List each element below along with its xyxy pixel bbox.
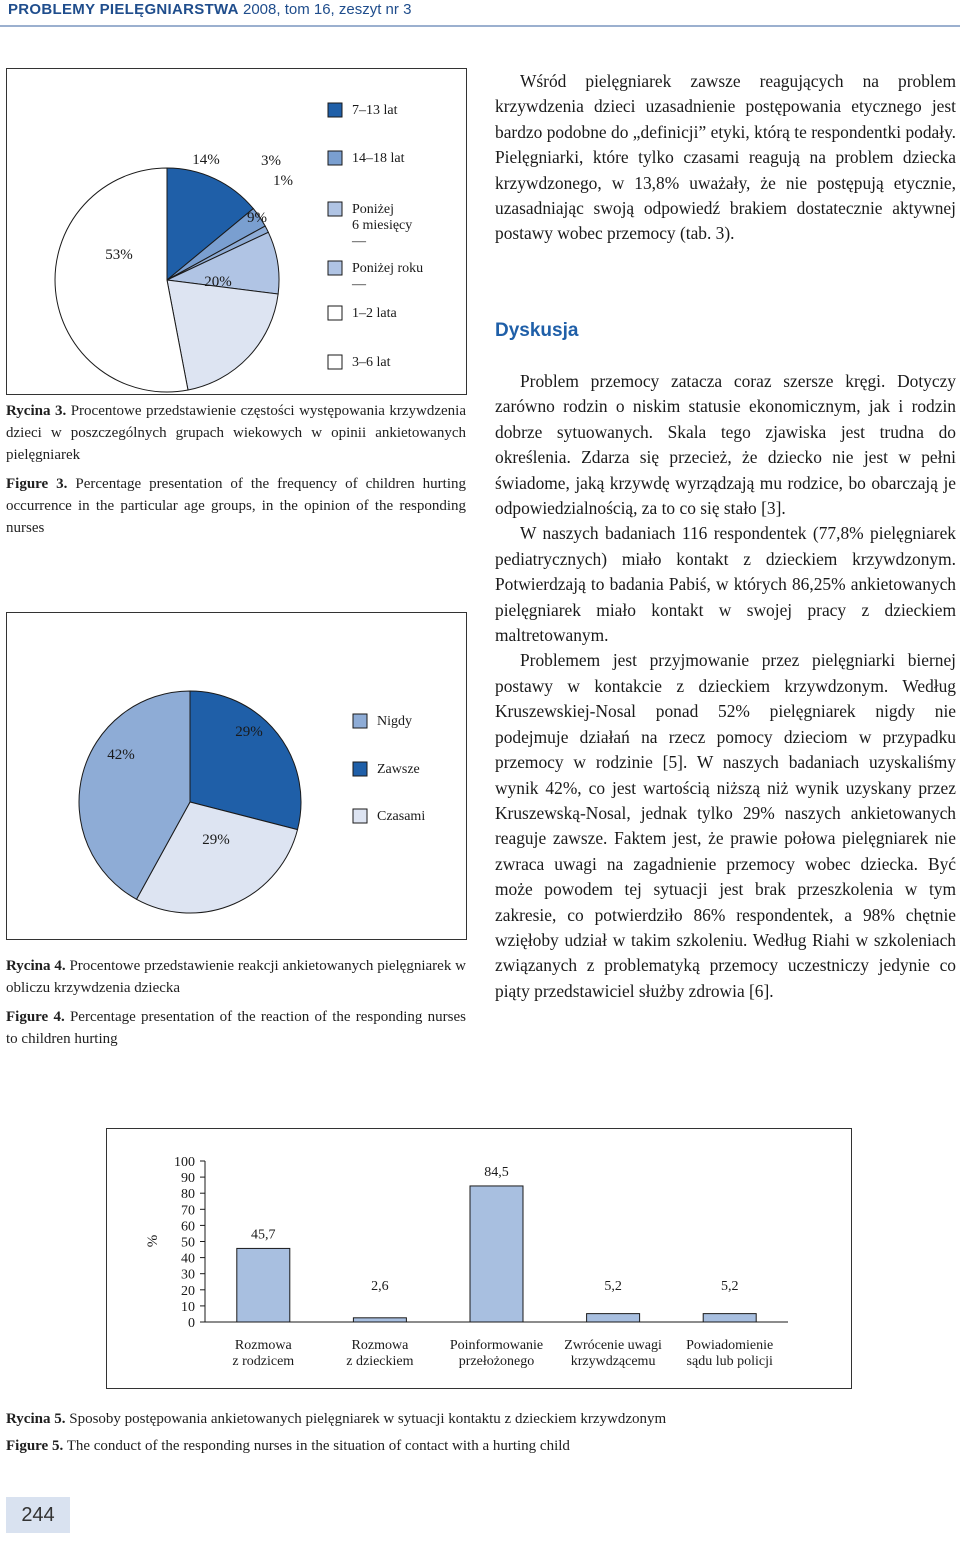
fig5-category-label-3: przełożonego [458,1354,535,1369]
fig4-slice-label-czasami: 29% [202,832,230,848]
fig5-category-label-3: Poinformowanie [449,1338,544,1353]
fig5-y-tick-label: 70 [181,1203,195,1219]
figure4-chart-frame [6,612,467,940]
fig5-bar-value-label-4: 5,2 [604,1279,622,1294]
fig3-slice-label-poni-ej-6-miesi-cy: 1% [273,173,293,189]
figure3-pie-chart [7,69,466,394]
fig5-category-label-2: Rozmowa [351,1338,409,1353]
fig5-y-tick-label: 30 [181,1267,195,1283]
fig5-category-label-5: Powiadomienie [686,1338,774,1353]
figure4-caption-pl-label: Rycina 4. [6,958,66,974]
figure5-caption-en-label: Figure 5. [6,1438,64,1454]
figure4-caption-pl: Procentowe przedstawienie reakcji ankietowanych pielęgniarek w obliczu krzywdzenia dziecka [6,958,466,996]
fig5-bar-value-label-5: 5,2 [720,1279,739,1294]
fig5-y-tick-label: 40 [181,1251,195,1267]
fig3-slice-label-3-6-lat: 53% [105,247,133,263]
fig4-legend-swatch-nigdy [353,714,367,728]
figure3-caption-en-label: Figure 3. [6,476,68,492]
fig3-legend-label-line: 6 miesięcy [352,218,413,233]
figure4-caption [6,955,466,1057]
fig4-legend-label-line: Czasami [377,809,426,824]
body-column-discussion [495,369,956,1004]
paragraph-4: Problemem jest przyjmowanie przez pielęgniarki biernej postawy w kontakcie z dzieckiem krzywdzonym. Według Kruszewskiej-Nosal ponad 52% pielęgniarek nigdy nie podejmuje działań na rzecz pomocy dzieciom w przypadku przemocy w rodzinie [5]. W naszych badaniach uzyskaliśmy wynik 42%, co jest wartością niższą niż wynik uzyskany przez Kruszewską-Nosal, jednak tylko 29% naszych ankietowanych reaguje zawsze. Faktem jest, że prawie połowa pielęgniarek nie zwraca uwagi na zagadnienie przemocy wobec dziecka. Być może powodem tej sytuacji jest brak przeszkolenia w tym zakresie, co potwierdziło 86% respondentek, a 98% chętnie wzięłoby udział w takim szkoleniu. Według Riahi w szkoleniach związanych z problematyką przemocy uczestniczy jedynie co piąty przedstawiciel służby zdrowia [6]. [495,650,956,1001]
fig3-slice-label-14-18-lat: 3% [261,153,281,169]
fig3-legend-label-poni-ej-6-miesi-cy [351,202,412,249]
section-heading-dyskusja: Dyskusja [495,320,579,341]
fig4-legend-label-line: Nigdy [377,714,412,729]
paragraph-1: Wśród pielęgniarek zawsze reagujących na problem krzywdzenia dzieci uzasadnienie postępowania etycznego jest bardzo podobne do „definicji” etyki, którą te respondentki podały. Pielęgniarki, które tylko czasami reagują na problem dziecka krzywdzonego, w 13,8% uważały, że nie postępują etycznie, uzasadniając swoją odpowiedź brakiem dostatecznie aktywnej postawy wobec przemocy (tab. 3). [495,71,956,244]
fig4-legend-label-nigdy [377,714,412,729]
fig5-category-label-4: krzywdzącemu [570,1354,656,1369]
fig4-legend-label-zawsze [377,762,420,777]
fig3-legend-label-line: 7–13 lat [352,103,398,118]
fig3-slice-label-7-13-lat: 14% [192,152,220,168]
fig3-legend-label-line: — [352,277,366,292]
fig5-bar-2 [353,1318,406,1322]
fig3-legend-swatch-3-6-lat [328,355,342,369]
fig3-legend-label-line: 1–2 lata [352,306,397,321]
fig5-y-tick-label: 60 [181,1219,195,1235]
fig3-legend-swatch-poni-ej-6-miesi-cy [328,202,342,216]
fig5-y-tick-label: 50 [181,1235,195,1251]
fig3-legend-label-line: — [352,234,366,249]
fig5-y-tick-label: 90 [181,1171,195,1187]
figure3-chart-frame [6,68,467,395]
fig3-slice-label-poni-ej-roku: 9% [247,210,267,226]
page-number: 244 [6,1497,70,1533]
fig5-category-label-1: z rodzicem [232,1354,295,1369]
fig3-legend-label-poni-ej-roku [351,261,423,292]
fig3-legend-swatch-14-18-lat [328,151,342,165]
fig3-legend-label-7-13-lat [352,103,398,118]
fig3-legend-label-line: Poniżej [352,202,394,217]
paragraph-2: Problem przemocy zatacza coraz szersze kręgi. Dotyczy zarówno rodzin o niskim statusie ekonomicznym, jak i rodzin dobrze sytuowanych. Skala tego zjawiska jest trudna do określenia. Zdarza się przecież, że dziecko nie jest w pełni świadome, jaką krzywdę wyrządzają mu rodzice, bo obarczają je odpowiedzialnością, za to co się stało [3]. [495,371,956,519]
fig5-bar-value-label-2: 2,6 [371,1279,389,1294]
running-head [8,1,411,18]
fig3-slice-label-1-2-lata: 20% [204,274,232,290]
fig3-legend-label-line: Poniżej roku [352,261,424,276]
fig3-legend-swatch-7-13-lat [328,103,342,117]
fig5-y-tick-label: 10 [181,1299,195,1315]
figure3-caption-pl: Procentowe przedstawienie częstości występowania krzywdzenia dzieci w poszczególnych grupach wiekowych w opinii ankietowanych pielęgniarek [6,403,467,463]
fig5-category-label-1: Rozmowa [234,1338,292,1353]
fig5-bar-3 [470,1186,523,1322]
fig5-bar-value-label-3: 84,5 [484,1164,509,1180]
figure5-caption-pl-label: Rycina 5. [6,1411,66,1427]
fig3-legend-swatch-poni-ej-roku [328,261,342,275]
fig4-slice-label-nigdy: 42% [107,747,135,763]
fig4-legend-label-czasami [377,809,425,824]
fig5-y-tick-label: 100 [174,1155,195,1170]
fig5-y-tick-label: 80 [181,1187,195,1203]
fig3-legend-label-3-6-lat [352,355,391,370]
body-column-top [495,69,956,247]
fig3-legend-label-14-18-lat [352,151,405,166]
figure5-chart-frame [106,1128,852,1389]
fig3-legend-label-line: 14–18 lat [352,151,405,166]
fig5-bar-value-label-1: 45,7 [251,1227,276,1243]
figure5-caption-en: The conduct of the responding nurses in the situation of contact with a hurting child [66,1438,570,1454]
fig4-legend-label-line: Zawsze [377,762,420,777]
fig3-legend-label-line: 3–6 lat [352,355,391,370]
figure3-caption [6,400,466,546]
header-rule [0,25,960,27]
figure3-caption-pl-label: Rycina 3. [6,403,67,419]
fig5-y-axis-label: % [145,1234,161,1248]
fig4-legend-swatch-czasami [353,809,367,823]
fig5-bar-5 [703,1314,756,1322]
fig3-legend-swatch-1-2-lata [328,306,342,320]
figure4-pie-chart [7,613,466,939]
figure5-caption-pl: Sposoby postępowania ankietowanych pielęgniarek w sytuacji kontaktu z dzieckiem krzywdzonym [69,1411,667,1427]
fig5-bar-1 [237,1248,290,1322]
figure4-caption-en: Percentage presentation of the reaction of the responding nurses to children hurting [6,1009,466,1047]
figure4-caption-en-label: Figure 4. [6,1009,65,1025]
paragraph-3: W naszych badaniach 116 respondentek (77,8% pielęgniarek pediatrycznych) miało kontakt z dzieckiem krzywdzonym. Potwierdzają to badania Pabiś, w których 86,25% ankietowanych pielęgniarek miało kontakt w swojej pracy z dzieckiem maltretowanym. [495,523,956,646]
journal-issue: 2008, tom 16, zeszyt nr 3 [242,1,412,18]
fig5-y-tick-label: 0 [188,1316,195,1331]
fig5-category-label-2: z dzieckiem [346,1354,414,1369]
figure5-bar-chart [107,1129,851,1388]
fig4-legend-swatch-zawsze [353,762,367,776]
fig4-slice-label-zawsze: 29% [235,724,263,740]
fig5-category-label-4: Zwrócenie uwagi [564,1338,662,1353]
figure5-caption [6,1408,946,1464]
fig5-bar-4 [587,1314,640,1322]
fig5-y-tick-label: 20 [181,1283,195,1299]
journal-title: PROBLEMY PIELĘGNIARSTWA [8,1,239,18]
fig5-category-label-5: sądu lub policji [686,1354,773,1369]
figure3-caption-en: Percentage presentation of the frequency of children hurting occurrence in the particular age groups, in the opinion of the responding nurses [6,476,467,536]
fig3-legend-label-1-2-lata [352,306,397,321]
